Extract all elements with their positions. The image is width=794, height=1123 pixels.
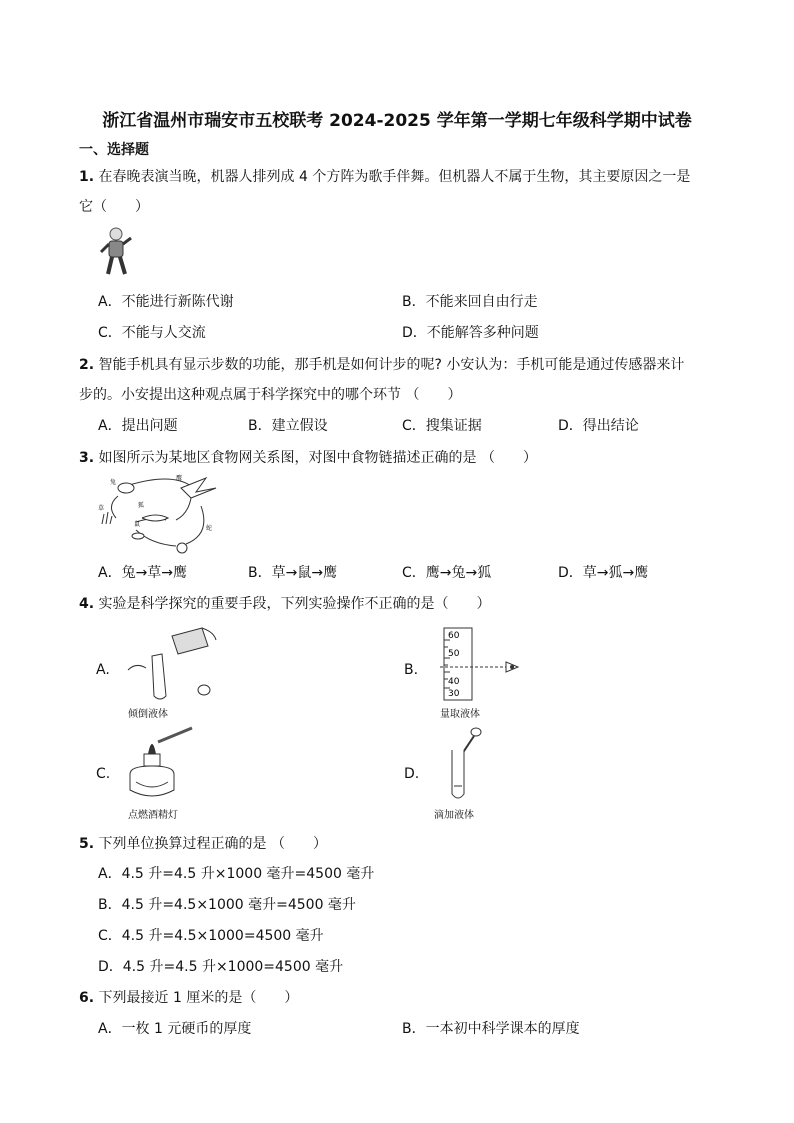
- question-2-option-a[interactable]: A．提出问题: [98, 418, 178, 434]
- fw-label-fox: 狐: [138, 502, 145, 509]
- question-6-option-b[interactable]: B．一本初中科学课本的厚度: [402, 1021, 580, 1037]
- question-2-line1: 2. 智能手机具有显示步数的功能，那手机是如何计步的呢? 小安认为：手机可能是通过传感器来计: [79, 357, 685, 373]
- dropper-figure: [440, 726, 490, 804]
- pouring-liquid-figure: [122, 626, 218, 706]
- question-4-option-b[interactable]: B.: [404, 662, 419, 678]
- question-1-line1: 1. 在春晚表演当晚，机器人排列成 4 个方阵为歌手伴舞。但机器人不属于生物，其主要原因之一是: [79, 169, 691, 185]
- question-4-option-a[interactable]: A.: [96, 662, 110, 678]
- fw-label-snake: 蛇: [206, 525, 213, 532]
- question-3-option-c[interactable]: C．鹰→兔→狐: [402, 565, 492, 581]
- question-4-line1: 4. 实验是科学探究的重要手段，下列实验操作不正确的是（ ）: [79, 596, 491, 612]
- question-3-option-d[interactable]: D．草→狐→鹰: [558, 565, 649, 581]
- fw-label-mouse: 鼠: [134, 521, 141, 528]
- caption-pouring: 倾倒液体: [128, 709, 168, 720]
- caption-lamp: 点燃酒精灯: [128, 810, 178, 821]
- question-5-option-a[interactable]: A．4.5 升=4.5 升×1000 毫升=4500 毫升: [98, 866, 375, 882]
- caption-dropper: 滴加液体: [434, 810, 474, 821]
- tick-40: 40: [448, 677, 460, 687]
- alcohol-lamp-figure: [122, 726, 202, 804]
- section-heading: 一、选择题: [79, 142, 149, 158]
- question-1-option-a[interactable]: A．不能进行新陈代谢: [98, 294, 234, 310]
- question-5-option-b[interactable]: B．4.5 升=4.5×1000 毫升=4500 毫升: [98, 897, 356, 913]
- question-1-option-b[interactable]: B．不能来回自由行走: [402, 294, 538, 310]
- question-6-line1: 6. 下列最接近 1 厘米的是（ ）: [79, 990, 299, 1006]
- food-web-diagram: [96, 474, 220, 556]
- measuring-cylinder-figure: [434, 626, 524, 702]
- question-4-option-d[interactable]: D.: [404, 766, 420, 782]
- question-3-line1: 3. 如图所示为某地区食物网关系图，对图中食物链描述正确的是 （ ）: [79, 450, 537, 466]
- question-1-option-c[interactable]: C．不能与人交流: [98, 325, 206, 341]
- question-2-line2: 步的。小安提出这种观点属于科学探究中的哪个环节 （ ）: [79, 387, 462, 403]
- tick-50: 50: [448, 649, 460, 659]
- question-5-line1: 5. 下列单位换算过程正确的是 （ ）: [79, 836, 327, 852]
- question-3-option-b[interactable]: B．草→鼠→鹰: [248, 565, 338, 581]
- question-1-option-d[interactable]: D．不能解答多种问题: [402, 325, 539, 341]
- page-title: 浙江省温州市瑞安市五校联考 2024-2025 学年第一学期七年级科学期中试卷: [102, 111, 692, 131]
- question-2-option-d[interactable]: D．得出结论: [558, 418, 639, 434]
- fw-label-rabbit: 兔: [110, 479, 117, 486]
- question-6-option-a[interactable]: A．一枚 1 元硬币的厚度: [98, 1021, 252, 1037]
- fw-label-eagle: 鹰: [176, 475, 183, 482]
- question-2-option-b[interactable]: B．建立假设: [248, 418, 328, 434]
- question-1-line2: 它（ ）: [79, 199, 149, 215]
- fw-label-grass: 草: [98, 505, 105, 512]
- tick-60: 60: [448, 631, 460, 641]
- question-5-option-c[interactable]: C．4.5 升=4.5×1000=4500 毫升: [98, 928, 324, 944]
- question-5-option-d[interactable]: D．4.5 升=4.5 升×1000=4500 毫升: [98, 959, 344, 975]
- robot-image: [98, 226, 134, 278]
- caption-measuring: 量取液体: [440, 709, 480, 720]
- question-3-option-a[interactable]: A．兔→草→鹰: [98, 565, 188, 581]
- tick-30: 30: [448, 689, 460, 699]
- question-2-option-c[interactable]: C．搜集证据: [402, 418, 482, 434]
- question-4-option-c[interactable]: C.: [96, 766, 111, 782]
